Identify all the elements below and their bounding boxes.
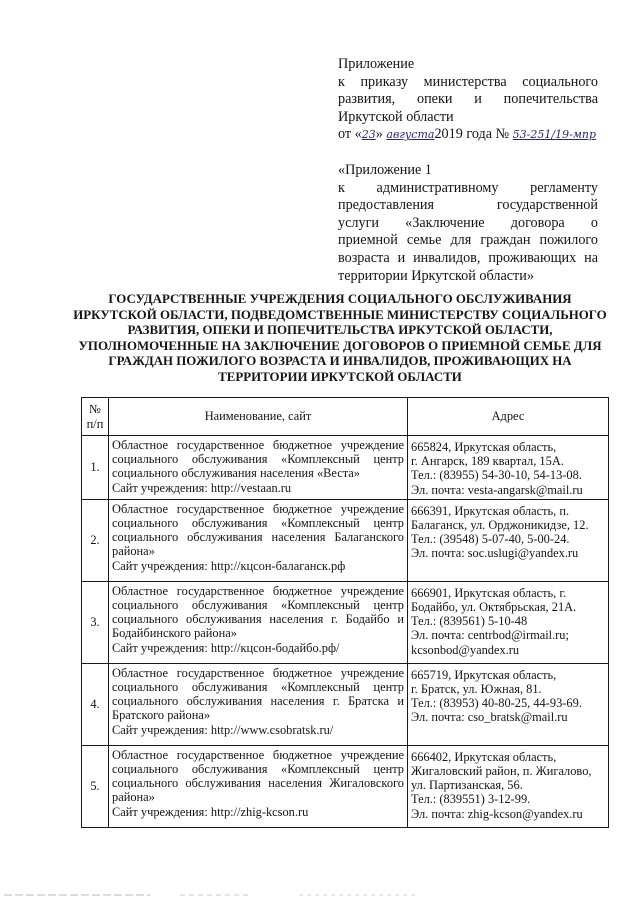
row-number: 2. [82,499,109,581]
institution-cell [109,745,408,827]
address-cell [408,436,609,500]
attachment-line: Иркутской области [338,108,454,125]
institution-name: Областное государственное бюджетное учреждение социального обслуживания «Комплексный центр социального обслуживания населения г. Братска и Братского района» [112,665,404,723]
address-cell [408,663,609,745]
order-attachment-block [338,56,598,144]
date-mid: » [375,126,387,143]
document-heading: ГОСУДАРСТВЕННЫЕ УЧРЕЖДЕНИЯ СОЦИАЛЬНОГО ОБСЛУЖИВАНИЯ ИРКУТСКОЙ ОБЛАСТИ, ПОДВЕДОМСТВЕННЫЕ МИНИСТЕРСТВУ СОЦИАЛЬНОГО РАЗВИТИЯ, ОПЕКИ И ПОПЕЧИТЕЛЬСТВА ИРКУТСКОЙ ОБЛАСТИ, УПОЛНОМОЧЕННЫЕ НА ЗАКЛЮЧЕНИЕ ДОГОВОРОВ О ПРИЕМНОЙ СЕМЬЕ ДЛЯ ГРАЖДАН ПОЖИЛОГО ВОЗРАСТА И ИНВАЛИДОВ, ПРОЖИВАЮЩИХ НА ТЕРРИТОРИИ ИРКУТСКОЙ ОБЛАСТИ [73,292,607,384]
institution-cell [109,499,408,581]
email-line: kcsonbod@yandex.ru [411,642,520,657]
table-header-row [82,398,609,436]
institution-name: Областное государственное бюджетное учреждение социального обслуживания «Комплексный центр социального обслуживания населения Жигаловского района» [112,747,404,805]
header-num: № п/п [82,398,109,436]
address-line: 665824, Иркутская область, [411,440,557,454]
address-cell [408,581,609,663]
attachment-line: к приказу министерства социального [338,73,598,90]
appendix-title: «Приложение 1 [338,162,432,178]
address-line: 666901, Иркутская область, г. [411,585,567,600]
phone-line: Тел.: (839561) 5-10-48 [411,614,528,629]
institution-site: Сайт учреждения: http://кцсон-бодайбо.рф/ [112,640,340,655]
address-line: 666402, Иркутская область, [411,749,557,764]
institution-site: Сайт учреждения: http://www.csobratsk.ru/ [112,722,334,737]
header-name: Наименование, сайт [109,398,408,436]
address-line: Бодайбо, ул. Октябрьская, 21А. [411,600,577,615]
table-row [82,499,609,581]
phone-line: Тел.: (839551) 3-12-99. [411,792,531,807]
address-line: 666391, Иркутская область, п. [411,503,570,518]
email-line: Эл. почта: soc.uslugi@yandex.ru [411,546,579,561]
appendix-line: приемной семье для граждан пожилого [338,232,598,249]
address-line: ул. Партизанская, 56. [411,778,523,793]
address-line: г. Ангарск, 189 квартал, 15А. [411,454,564,469]
address-line: 665719, Иркутская область, [411,667,557,682]
institutions-table [81,397,609,828]
address-cell [408,745,609,827]
appendix-block [338,162,598,285]
appendix-line: возраста и инвалидов, проживающих на [338,249,598,266]
address-line: Жигаловский район, п. Жигалово, [411,764,592,779]
email-line: Эл. почта: vesta-angarsk@mail.ru [411,482,583,497]
institution-cell [109,436,408,500]
table-row [82,745,609,827]
phone-line: Тел.: (39548) 5-07-40, 5-00-24. [411,532,570,547]
institution-cell [109,663,408,745]
table-row [82,663,609,745]
appendix-line: к административному регламенту [338,179,598,196]
date-month-handwritten: августа [386,128,435,142]
institution-name: Областное государственное бюджетное учреждение социального обслуживания «Комплексный центр социального обслуживания населения «Веста» [112,438,404,481]
table-row [82,436,609,500]
institution-site: Сайт учреждения: http://кцсон-балаганск.рф [112,558,346,573]
attachment-line: развития, опеки и попечительства [338,91,598,108]
table-row [82,581,609,663]
row-number: 4. [82,663,109,745]
row-number: 1. [82,436,109,500]
scan-edge-marks [0,892,640,898]
address-line: Балаганск, ул. Орджоникидзе, 12. [411,518,589,533]
phone-line: Тел.: (83953) 40-80-25, 44-93-69. [411,696,582,711]
row-number: 5. [82,745,109,827]
date-year: 2019 года № [434,126,510,143]
address-line: г. Братск, ул. Южная, 81. [411,682,542,697]
institution-site: Сайт учреждения: http://vestaan.ru [112,480,292,495]
email-line: Эл. почта: centrbod@irmail.ru; [411,628,569,643]
institution-name: Областное государственное бюджетное учреждение социального обслуживания «Комплексный центр социального обслуживания населения г. Бодайбо и Бодайбинского района» [112,583,404,641]
row-number: 3. [82,581,109,663]
order-number-handwritten: 53-251/19-мпр [512,128,597,142]
address-cell [408,499,609,581]
appendix-line: предоставления государственной [338,197,598,214]
date-day-handwritten: 23 [361,128,376,142]
email-line: Эл. почта: zhig-kcson@yandex.ru [411,806,583,821]
appendix-line: территории Иркутской области» [338,267,534,284]
phone-line: Тел.: (83955) 54-30-10, 54-13-08. [411,468,582,483]
header-address: Адрес [408,398,609,436]
appendix-line: услуги «Заключение договора о [338,214,598,231]
attachment-date-line [338,126,598,144]
institution-name: Областное государственное бюджетное учреждение социального обслуживания «Комплексный центр социального обслуживания населения Балаганского района» [112,501,404,559]
date-prefix: от « [338,126,362,143]
attachment-title: Приложение [338,56,415,72]
institution-cell [109,581,408,663]
email-line: Эл. почта: cso_bratsk@mail.ru [411,710,568,725]
institution-site: Сайт учреждения: http://zhig-kcson.ru [112,804,309,819]
